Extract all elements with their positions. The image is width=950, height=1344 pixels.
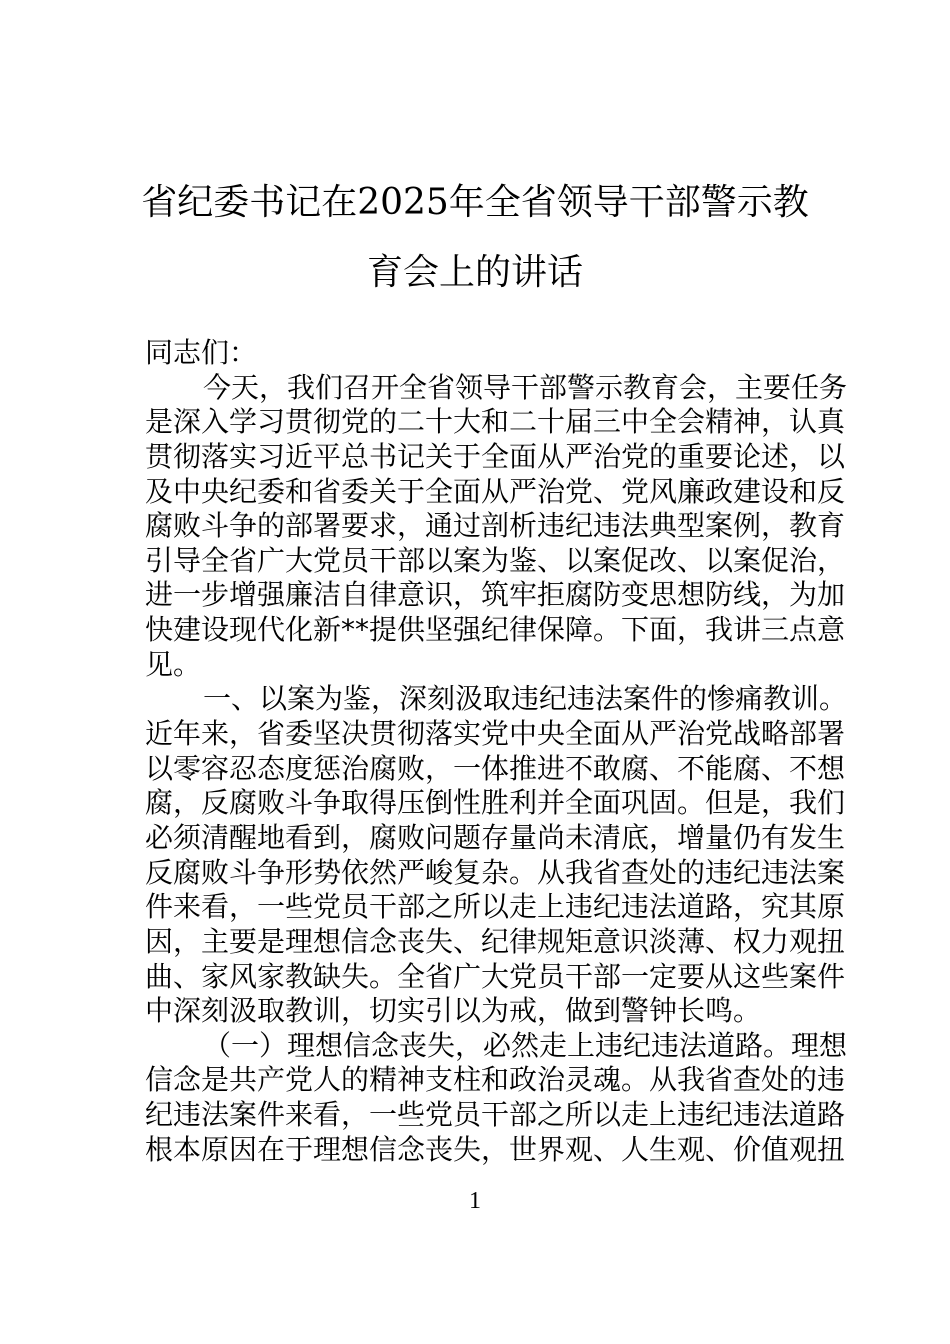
text-line: 腐，反腐败斗争取得压倒性胜利并全面巩固。但是，我们 [145,786,846,820]
paragraph [145,682,848,1028]
text-line: 一、以案为鉴，深刻汲取违纪违法案件的惨痛教训。 [203,682,848,716]
text-line: 曲、家风家教缺失。全省广大党员干部一定要从这些案件 [145,959,846,993]
document-title-line-2: 育会上的讲话 [366,252,583,293]
paragraph [145,1028,848,1168]
text-line: 以零容忍态度惩治腐败，一体推进不敢腐、不能腐、不想 [145,751,846,785]
text-line: 中深刻汲取教训，切实引以为戒，做到警钟长鸣。 [145,994,762,1028]
text-line: 纪违法案件来看，一些党员干部之所以走上违纪违法道路 [145,1098,846,1132]
text-line: 是深入学习贯彻党的二十大和二十届三中全会精神，认真 [145,405,846,439]
paragraph [145,370,848,683]
page-number: 1 [469,1188,481,1214]
text-line: 快建设现代化新**提供坚强纪律保障。下面，我讲三点意 [145,613,846,647]
text-line: 信念是共产党人的精神支柱和政治灵魂。从我省查处的违 [145,1063,846,1097]
text-line: 件来看，一些党员干部之所以走上违纪违法道路，究其原 [145,890,846,924]
text-line: 及中央纪委和省委关于全面从严治党、党风廉政建设和反 [145,474,846,508]
document-body [145,336,848,1167]
text-line: 腐败斗争的部署要求，通过剖析违纪违法典型案例，教育 [145,509,846,543]
text-line: 引导全省广大党员干部以案为鉴、以案促改、以案促治， [145,543,846,577]
text-line: 必须清醒地看到，腐败问题存量尚未清底，增量仍有发生 [145,820,846,854]
text-line: 同志们： [145,336,258,369]
text-line: 见。 [145,647,202,681]
text-line: 进一步增强廉洁自律意识，筑牢拒腐防变思想防线，为加 [145,578,846,612]
text-line: 近年来，省委坚决贯彻落实党中央全面从严治党战略部署 [145,717,846,751]
text-line: 今天，我们召开全省领导干部警示教育会，主要任务 [203,370,848,404]
text-line: 反腐败斗争形势依然严峻复杂。从我省查处的违纪违法案 [145,855,846,889]
text-line: 贯彻落实习近平总书记关于全面从严治党的重要论述，以 [145,439,846,473]
paragraph [145,336,807,371]
text-line: 因，主要是理想信念丧失、纪律规矩意识淡薄、权力观扭 [145,924,846,958]
text-line: （一）理想信念丧失，必然走上违纪违法道路。理想 [203,1028,848,1062]
document-title-line-1: 省纪委书记在2025年全省领导干部警示教 [141,182,809,223]
text-line: 根本原因在于理想信念丧失，世界观、人生观、价值观扭 [145,1132,846,1166]
